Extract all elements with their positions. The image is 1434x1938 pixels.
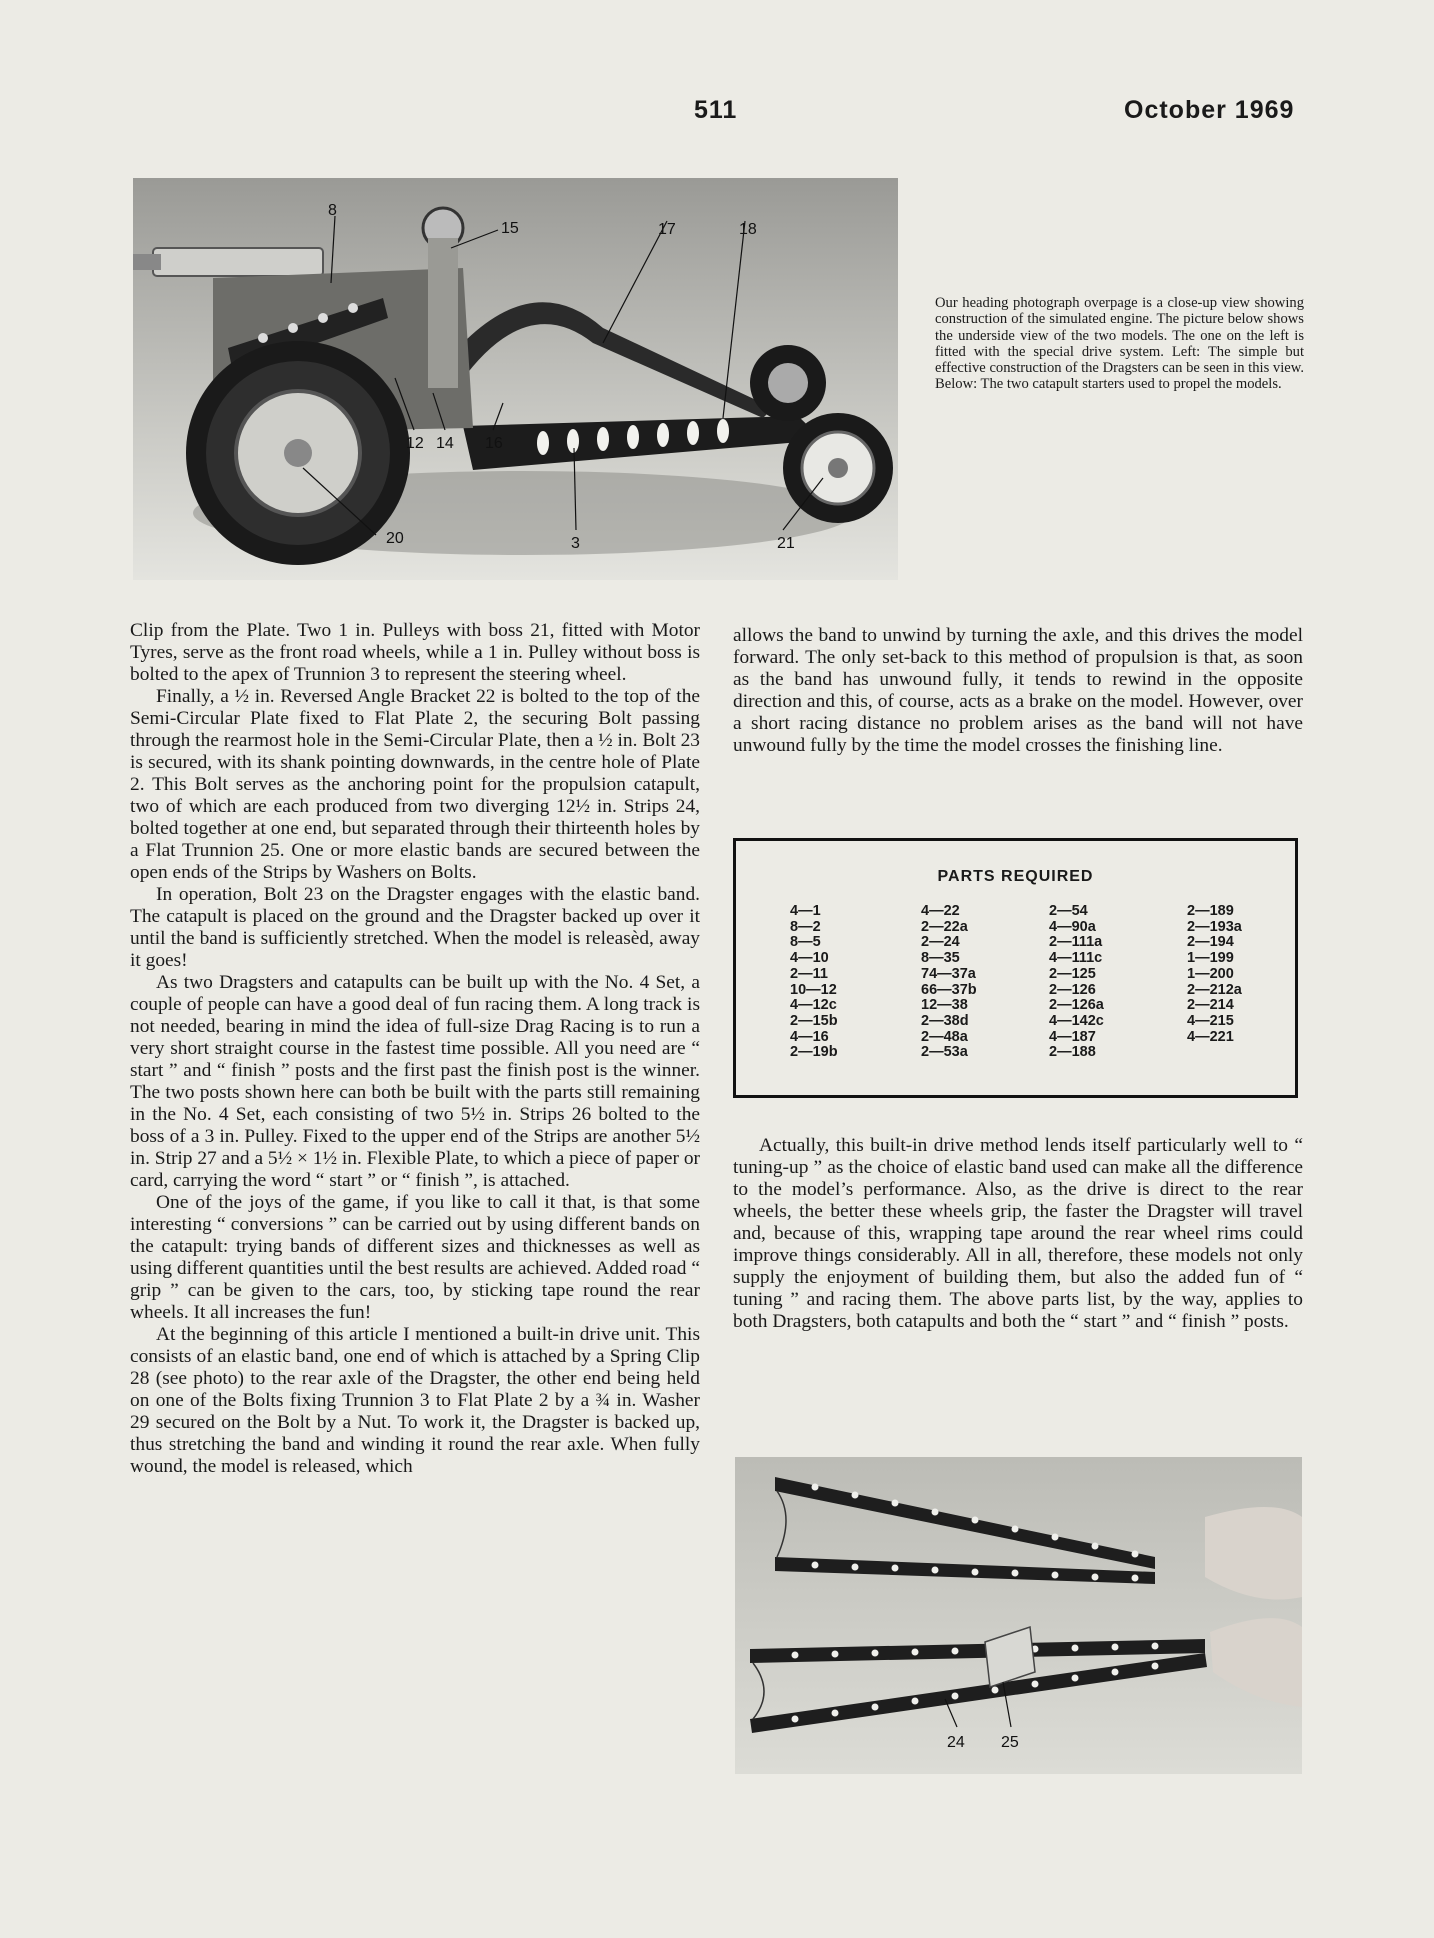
parts-column [1187, 904, 1242, 1045]
callout-12: 12 [406, 435, 424, 452]
right-column-bottom [733, 1135, 1303, 1333]
part-entry: 2—125 [1049, 965, 1096, 982]
part-entry: 10—12 [790, 981, 837, 998]
part-entry: 4—187 [1049, 1028, 1096, 1045]
part-entry: 4—12c [790, 997, 837, 1014]
part-entry: 66—37b [921, 981, 977, 998]
left-column [130, 620, 700, 1478]
part-entry: 4—111c [1049, 950, 1103, 967]
part-entry: 2—11 [790, 965, 828, 982]
callout-8: 8 [328, 202, 337, 219]
part-entry: 4—90a [1049, 918, 1096, 935]
part-entry: 1—199 [1187, 950, 1234, 967]
paragraph: Clip from the Plate. Two 1 in. Pulleys with boss 21, fitted with Motor Tyres, serve as the front road wheels, while a 1 in. Pulley without boss is bolted to the apex of Trunnion 3 to represent the steering wheel. [130, 620, 700, 685]
part-entry: 2—189 [1187, 903, 1234, 919]
part-entry: 2—188 [1049, 1044, 1096, 1061]
callout-18: 18 [739, 221, 757, 238]
paragraph: One of the joys of the game, if you like to call it that, is that some interesting “ conversions ” can be carried out by using different bands on the catapult: trying bands of different sizes and thicknesses as well as using different quantities until the best results are achieved. Added road “ grip ” can be given to the cars, too, by sticking tape round the rear wheels. It all increases the fun! [130, 1192, 700, 1323]
part-entry: 4—142c [1049, 1012, 1104, 1029]
paragraph: In operation, Bolt 23 on the Dragster engages with the elastic band. The catapult is placed on the ground and the Dragster backed up over it until the band is sufficiently stretched. When the model is releasèd, away it goes! [130, 884, 700, 971]
parts-column [921, 904, 977, 1061]
part-entry: 2—54 [1049, 903, 1088, 919]
part-entry: 4—22 [921, 903, 960, 919]
part-entry: 2—214 [1187, 997, 1234, 1014]
part-entry: 2—212a [1187, 981, 1242, 998]
callout-16: 16 [485, 435, 503, 452]
part-entry: 4—1 [790, 903, 821, 919]
part-entry: 12—38 [921, 997, 968, 1014]
parts-required-box [733, 838, 1298, 1098]
page-number: 511 [694, 96, 738, 124]
paragraph: As two Dragsters and catapults can be built up with the No. 4 Set, a couple of people can have a good deal of fun racing them. A long track is not needed, bearing in mind the idea of full-size Drag Racing is to run a very short straight course in the fastest time possible. All you need are “ start ” and “ finish ” posts and the first past the finish post is the winner. The two posts shown here can both be built with the parts still remaining in the No. 4 Set, each consisting of two 5½ in. Strips 26 bolted to the boss of a 3 in. Pulley. Fixed to the upper end of the Strips are another 5½ in. Strip 27 and a 5½ × 1½ in. Flexible Plate, to which a piece of paper or card, carrying the word “ start ” or “ finish ”, is attached. [130, 972, 700, 1191]
part-entry: 4—16 [790, 1028, 829, 1045]
part-entry: 2—15b [790, 1012, 838, 1029]
callout-14: 14 [436, 435, 454, 452]
parts-title: PARTS REQUIRED [937, 868, 1094, 885]
part-entry: 74—37a [921, 965, 976, 982]
parts-column [790, 904, 838, 1061]
paragraph: Actually, this built-in drive method lends itself particularly well to “ tuning-up ” as the choice of elastic band used can make all the difference to the model’s performance. Also, as the drive is direct to the rear wheels, the better these wheels grip, the faster the Dragster will travel and, because of this, wrapping tape around the rear wheel rims could improve things considerably. All in all, therefore, these models not only supply the enjoyment of building them, but also the added fun of “ tuning ” and racing them. The above parts list, by the way, applies to both Dragsters, both catapults and both the “ start ” and “ finish ” posts. [733, 1135, 1303, 1332]
part-entry: 2—126 [1049, 981, 1096, 998]
part-entry: 4—10 [790, 950, 829, 967]
part-entry: 2—19b [790, 1044, 838, 1061]
part-entry: 4—215 [1187, 1012, 1234, 1029]
part-entry: 2—193a [1187, 918, 1242, 935]
callout-15: 15 [501, 220, 519, 237]
catapult-photo [735, 1457, 1302, 1774]
part-entry: 8—35 [921, 950, 960, 967]
callout-21: 21 [777, 535, 795, 552]
paragraph: allows the band to unwind by turning the axle, and this drives the model forward. The only set-back to this method of propulsion is that, as soon as the band has unwound fully, it tends to rewind in the opposite direction and this, of course, acts as a brake on the model. However, over a short racing distance no problem arises as the band will not have unwound fully by the time the model crosses the finishing line. [733, 625, 1303, 756]
issue-date: October 1969 [1124, 96, 1295, 124]
part-entry: 2—24 [921, 934, 960, 951]
part-entry: 8—2 [790, 918, 821, 935]
part-entry: 2—38d [921, 1012, 969, 1029]
dragster-photo [133, 178, 898, 580]
part-entry: 4—221 [1187, 1028, 1234, 1045]
photo-caption: Our heading photograph overpage is a close-up view showing construction of the simulated engine. The picture below shows the underside view of the two models. The one on the left is fitted with the special drive system. Left: The simple but effective construction of the Dragsters can be seen in this view. Below: The two catapult starters used to propel the models. [935, 295, 1304, 393]
part-entry: 2—126a [1049, 997, 1104, 1014]
part-entry: 2—48a [921, 1028, 968, 1045]
part-entry: 2—194 [1187, 934, 1234, 951]
part-entry: 2—22a [921, 918, 968, 935]
callout-3: 3 [571, 535, 580, 552]
part-entry: 2—111a [1049, 934, 1103, 951]
callout-20: 20 [386, 530, 404, 547]
callout-24: 24 [947, 1734, 965, 1751]
part-entry: 2—53a [921, 1044, 968, 1061]
parts-column [1049, 904, 1104, 1061]
part-entry: 8—5 [790, 934, 821, 951]
callout-25: 25 [1001, 1734, 1019, 1751]
right-column-top [733, 625, 1303, 757]
paragraph: At the beginning of this article I mentioned a built-in drive unit. This consists of an elastic band, one end of which is attached by a Spring Clip 28 (see photo) to the rear axle of the Dragster, the other end being held on one of the Bolts fixing Trunnion 3 to Flat Plate 2 by a ¾ in. Washer 29 secured on the Bolt by a Nut. To work it, the Dragster is backed up, thus stretching the band and winding it round the rear axle. When fully wound, the model is released, which [130, 1324, 700, 1477]
callout-17: 17 [658, 221, 676, 238]
part-entry: 1—200 [1187, 965, 1234, 982]
paragraph: Finally, a ½ in. Reversed Angle Bracket 22 is bolted to the top of the Semi-Circular Plate fixed to Flat Plate 2, the securing Bolt passing through the rearmost hole in the Semi-Circular Plate, then a ½ in. Bolt 23 is secured, with its shank pointing downwards, in the centre hole of Plate 2. This Bolt serves as the anchoring point for the propulsion catapult, two of which are each produced from two diverging 12½ in. Strips 24, bolted together at one end, but separated through their thirteenth holes by a Flat Trunnion 25. One or more elastic bands are secured between the open ends of the Strips by Washers on Bolts. [130, 686, 700, 883]
